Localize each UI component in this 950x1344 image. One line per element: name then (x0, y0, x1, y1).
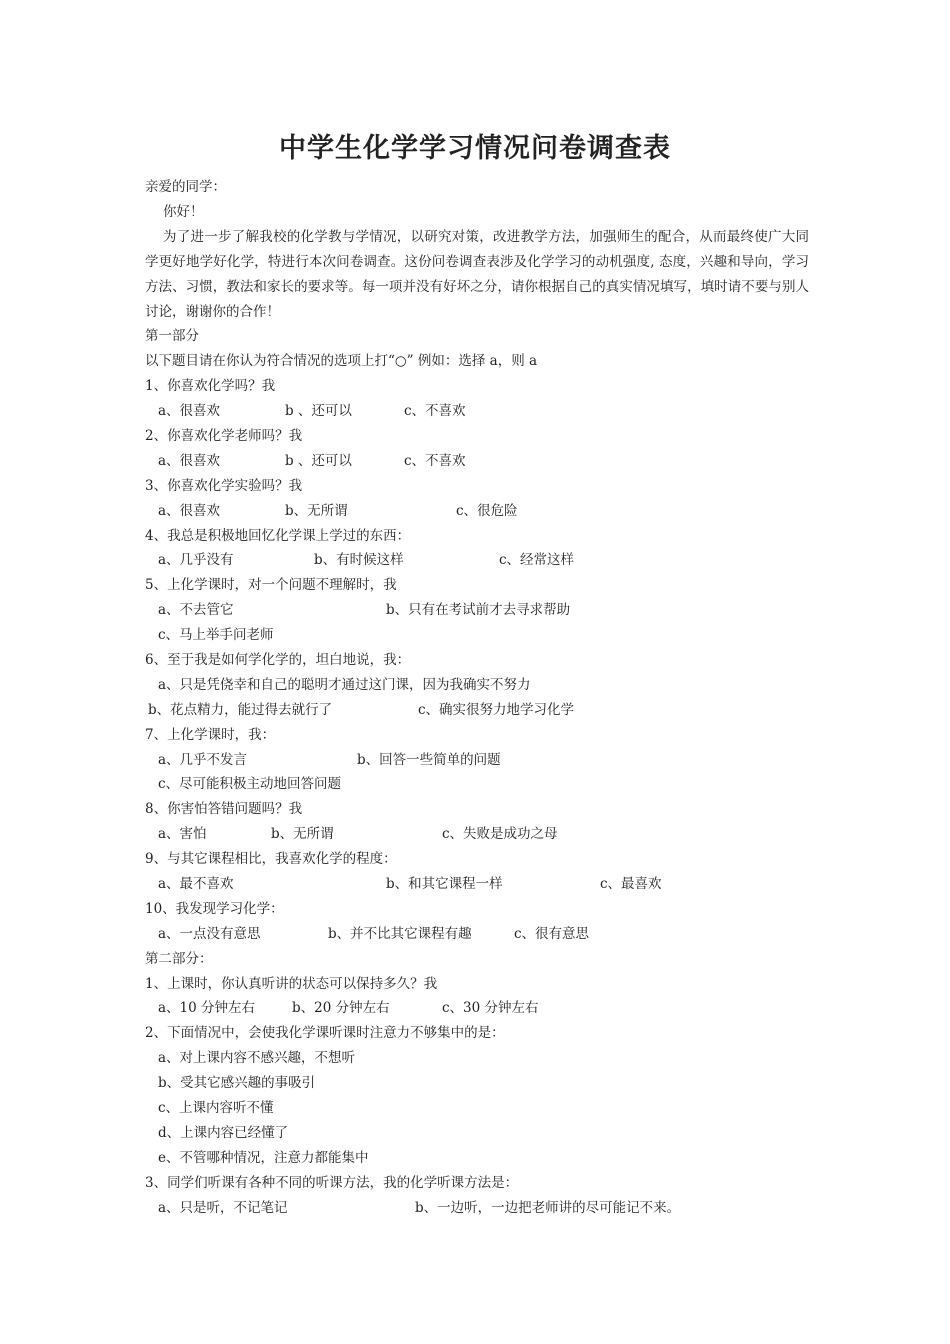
question-1: 1、你喜欢化学吗？我 (145, 378, 276, 395)
question-4: 4、我总是积极地回忆化学课上学过的东西： (145, 527, 411, 544)
question-10: 10、我发现学习化学： (145, 900, 284, 917)
question-4-options (145, 548, 809, 573)
option-a: a、只是凭侥幸和自己的聪明才通过这门课，因为我确实不努力 (158, 676, 531, 693)
option-b: b、和其它课程一样 (386, 876, 503, 892)
question-7: 7、上化学课时，我： (145, 726, 276, 743)
question-1-options (145, 399, 809, 424)
option-b: b、20 分钟左右 (292, 1000, 390, 1017)
option-a: a、只是听，不记笔记 (158, 1199, 288, 1216)
option-b: b、并不比其它课程有趣 (328, 925, 472, 942)
part2-question-1: 1、上课时，你认真听讲的状态可以保持多久？我 (145, 975, 438, 992)
option-a: a、一点没有意思 (158, 925, 261, 942)
option-a: a、几乎不发言 (158, 751, 248, 768)
option-d: d、上课内容已经懂了 (158, 1124, 289, 1141)
option-c: c、经常这样 (499, 552, 575, 569)
option-c: c、马上举手问老师 (158, 627, 274, 644)
part2-question-1-options (145, 996, 809, 1021)
option-a: a、最不喜欢 (158, 876, 234, 892)
option-b: b、一边听，一边把老师讲的尽可能记不来。 (415, 1199, 681, 1216)
option-a: a、10 分钟左右 (158, 1000, 256, 1017)
page-title: 中学生化学学习情况问卷调查表 (279, 133, 671, 164)
part2-question-3: 3、同学们听课有各种不同的听课方法，我的化学听课方法是： (145, 1174, 519, 1191)
question-9-options (145, 872, 809, 897)
option-a: a、很喜欢 (158, 502, 221, 519)
part-one-heading: 第一部分 (145, 328, 199, 345)
question-5-options (145, 598, 809, 623)
option-c: c、最喜欢 (600, 876, 662, 892)
option-e: e、不管哪种情况，注意力都能集中 (158, 1149, 369, 1166)
option-b: b、无所谓 (285, 502, 348, 519)
option-b: b、花点精力，能过得去就行了 (148, 701, 333, 718)
question-3: 3、你喜欢化学实验吗？我 (145, 477, 303, 494)
greeting: 亲爱的同学： (145, 179, 226, 195)
question-8-options (145, 822, 809, 847)
option-a: a、对上课内容不感兴趣，不想听 (158, 1050, 356, 1067)
option-c: c、很危险 (456, 502, 518, 519)
option-b: b、有时候这样 (314, 552, 404, 569)
option-b: b 、还可以 (285, 452, 352, 469)
option-b: b、受其它感兴趣的事吸引 (158, 1075, 316, 1092)
option-a: a、害怕 (158, 826, 207, 843)
question-6-options-bc (145, 698, 809, 723)
option-a: a、不去管它 (158, 602, 234, 619)
intro-paragraph: 为了进一步了解我校的化学教与学情况，以研究对策，改进教学方法，加强师生的配合，从而最终使广大同学更好地学好化学，特进行本次问卷调查。这份问卷调查表涉及化学学习的动机强度, 态度，兴趣和导向，学习方法、习惯，教法和家长的要求等。每一项并没有好坏之分，请你根据自己的真实情况填写，填时请不要与别人讨论，谢谢你的合作！ (145, 228, 809, 320)
document-body (145, 175, 809, 1220)
option-a: a、几乎没有 (158, 552, 234, 569)
part-two-heading: 第二部分： (145, 950, 213, 967)
question-8: 8、你害怕答错问题吗？我 (145, 801, 303, 818)
option-c: c、不喜欢 (404, 403, 466, 420)
question-6-option-a-row (145, 673, 809, 698)
question-7-option-c-row (145, 772, 809, 797)
option-c: c、失败是成功之母 (442, 826, 558, 843)
part2-question-3-options (145, 1196, 809, 1221)
question-2: 2、你喜欢化学老师吗？我 (145, 427, 303, 444)
part2-question-2: 2、下面情况中，会使我化学课听课时注意力不够集中的是： (145, 1025, 505, 1042)
instruction: 以下题目请在你认为符合情况的选项上打“○” 例如：选择 a，则 a (145, 353, 538, 370)
question-6: 6、至于我是如何学化学的，坦白地说，我： (145, 651, 411, 668)
option-c: c、上课内容听不懂 (158, 1100, 274, 1117)
question-5-option-c-row (145, 623, 809, 648)
option-b: b、回答一些简单的问题 (357, 751, 501, 768)
question-2-options (145, 449, 809, 474)
question-10-options (145, 922, 809, 947)
option-a: a、很喜欢 (158, 452, 221, 469)
option-c: c、30 分钟左右 (442, 1000, 539, 1017)
question-5: 5、上化学课时，对一个问题不理解时，我 (145, 577, 397, 594)
question-9: 9、与其它课程相比，我喜欢化学的程度： (145, 851, 397, 868)
option-c: c、确实很努力地学习化学 (418, 701, 575, 718)
option-b: b、只有在考试前才去寻求帮助 (386, 602, 571, 619)
option-a: a、很喜欢 (158, 403, 221, 420)
option-c: c、很有意思 (514, 925, 590, 942)
option-b: b 、还可以 (285, 403, 352, 420)
option-c: c、尽可能积极主动地回答问题 (158, 776, 342, 793)
question-7-options (145, 748, 809, 773)
option-c: c、不喜欢 (404, 452, 466, 469)
hello: 你好！ (163, 203, 204, 220)
question-3-options (145, 499, 809, 524)
option-b: b、无所谓 (271, 826, 334, 843)
